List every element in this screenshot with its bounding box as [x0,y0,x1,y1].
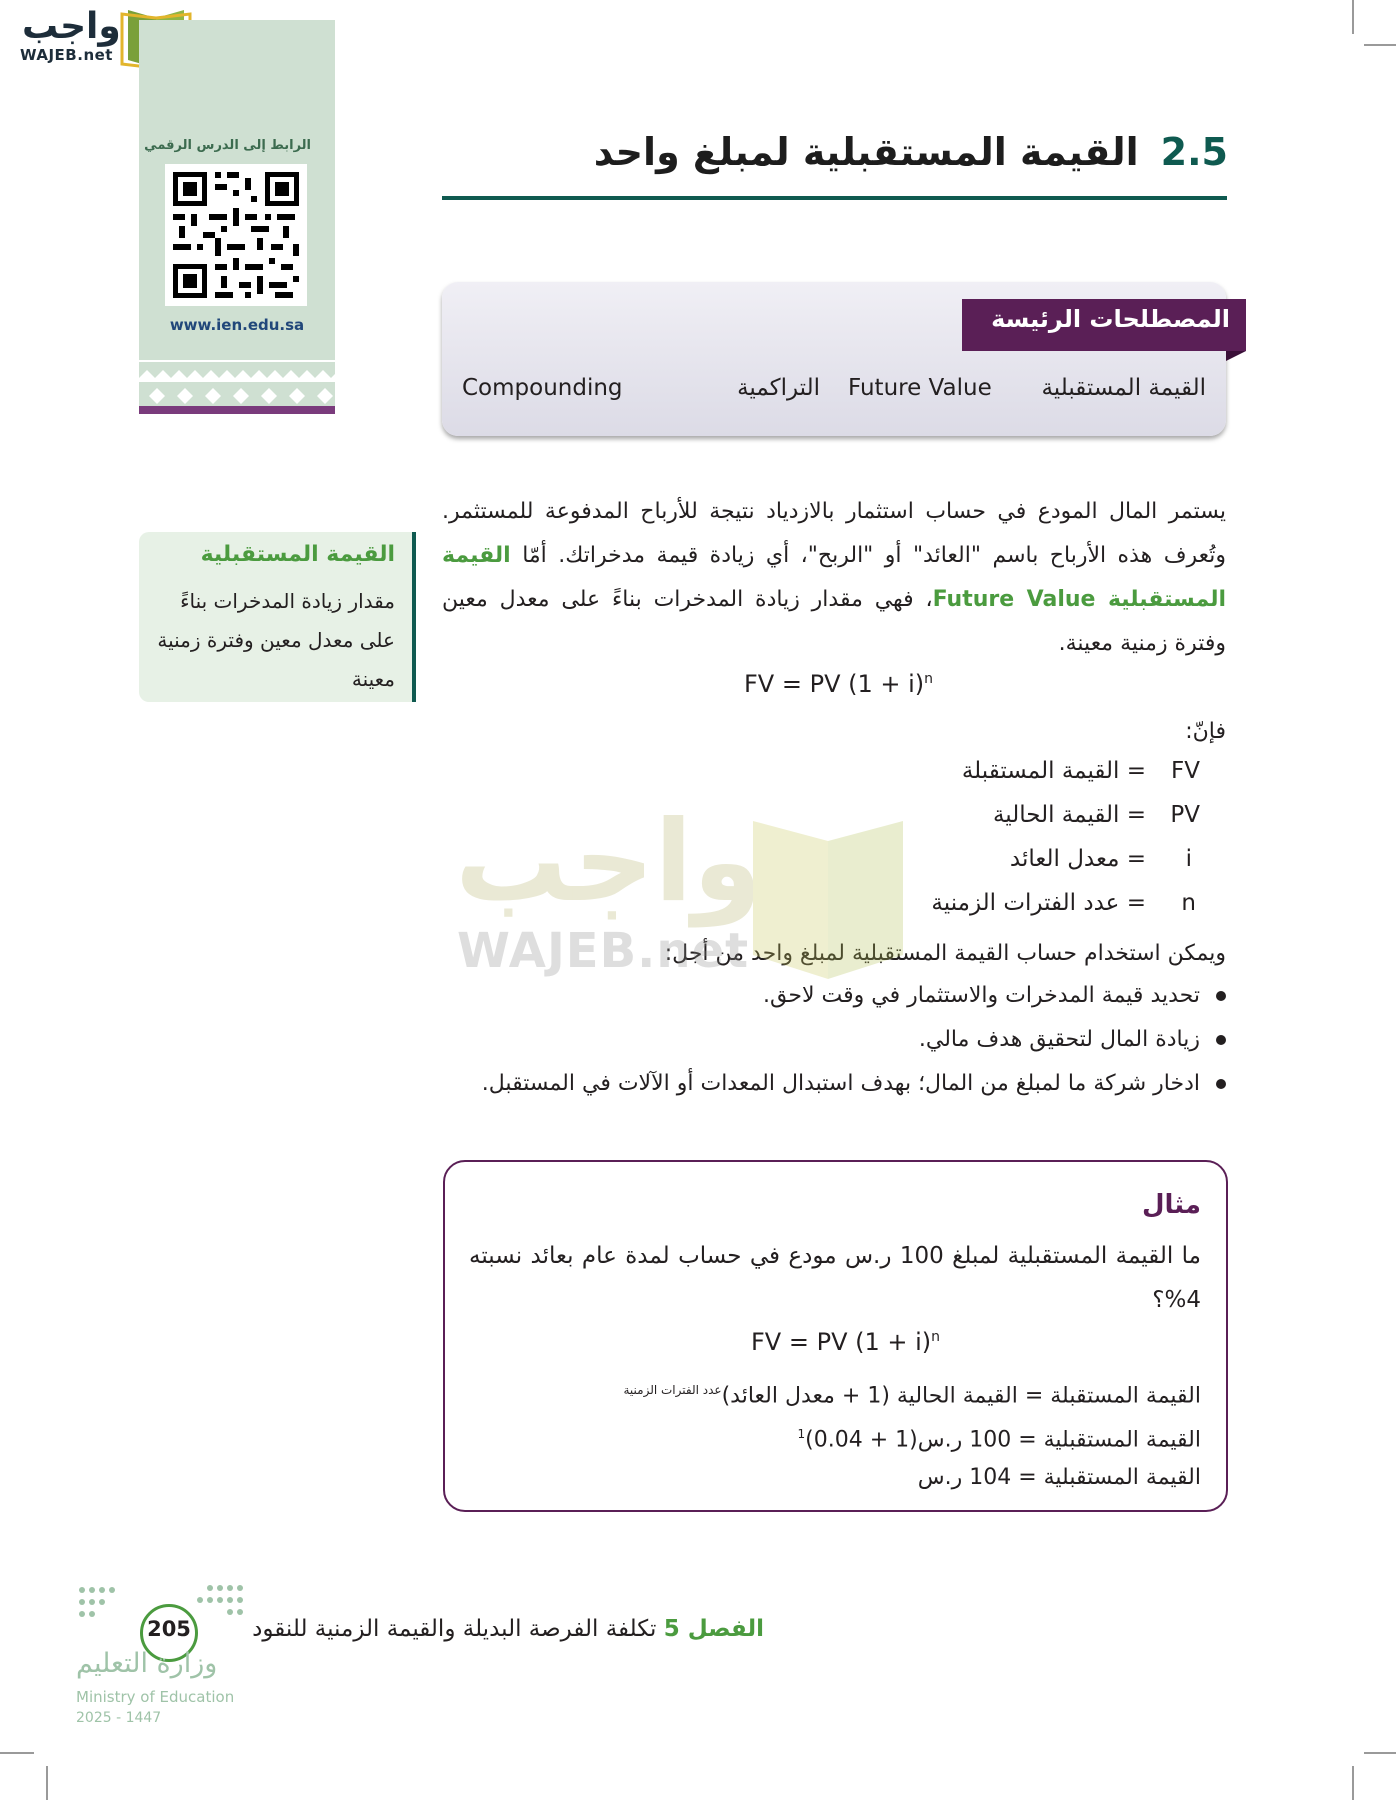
variable-definition: = القيمة الحالية [992,802,1146,828]
variable-definition: = معدل العائد [1009,846,1146,872]
step-exponent: عدد الفترات الزمنية [623,1383,722,1397]
variable-row [780,888,1200,928]
crop-mark [1352,1766,1354,1800]
key-terms-heading: المصطلحات الرئيسة [991,305,1230,333]
lesson-number: 2.5 [1160,130,1228,174]
uses-intro: ويمكن استخدام حساب القيمة المستقبلية لمبلغ واحد من أجل: [664,941,1226,966]
fv-formula [744,670,933,698]
example-step [469,1414,1201,1460]
variable-row [780,756,1200,796]
digital-lesson-panel [139,20,335,414]
intro-paragraph [442,490,1226,666]
variable-symbol: FV [1171,758,1200,784]
variable-definition: = عدد الفترات الزمنية [931,890,1146,916]
crop-mark [0,1752,34,1754]
example-question: ما القيمة المستقبلية لمبلغ 100 ر.س مودع في حساب لمدة عام بعائد نسبته 4%؟ [469,1243,1201,1313]
decorative-pattern [139,350,335,414]
list-item [442,1062,1226,1106]
step-text: القيمة المستقبلية = 100 ر.س(1 + 0.04) [805,1427,1201,1453]
key-term-en: Compounding [462,375,623,401]
qr-caption: الرابط إلى الدرس الرقمي [144,138,311,153]
variable-symbol: i [1185,846,1192,872]
chapter-title: تكلفة الفرصة البديلة والقيمة الزمنية للنقود [252,1616,657,1642]
variable-row [780,844,1200,884]
key-terms-tab-fold [1226,351,1246,361]
formula-text: FV = PV (1 + i) [744,670,925,698]
list-item-text: ادخار شركة ما لمبلغ من المال؛ بهدف استبدال المعدات أو الآلات في المستقبل. [481,1071,1200,1096]
definition-text: مقدار زيادة المدخرات بناءً على معدل معين وفترة زمنية معينة [157,589,395,691]
formula-exponent: n [924,671,934,687]
variable-symbol: n [1181,890,1196,916]
chapter-footer [240,1616,764,1642]
example-step [469,1370,1201,1416]
crop-mark [1364,44,1396,46]
bullet-icon [1216,991,1226,1001]
paragraph-text: يستمر المال المودع في حساب استثمار بالازدياد نتيجة للأرباح المدفوعة للمستثمر. وتُعرف هذه الأرباح باسم "العائد" أو "الربح"، أي زيادة قيمة مدخراتك. أمّا [442,499,1226,568]
formula-exponent: n [931,1329,941,1345]
paragraph-text: ، فهي مقدار زيادة المدخرات بناءً على معدل معين وفترة زمنية معينة. [442,587,1226,656]
margin-definition-box [139,532,416,702]
list-item [442,974,1226,1018]
example-step: القيمة المستقبلية = 104 ر.س [917,1465,1201,1490]
ministry-name-arabic: وزارة التعليم [76,1648,218,1679]
logo-arabic: واجب [22,6,121,47]
chapter-label: الفصل 5 [663,1616,764,1642]
list-item-text: تحديد قيمة المدخرات والاستثمار في وقت لاحق. [763,983,1200,1008]
logo-latin: WAJEB.net [20,46,113,64]
crop-mark [1364,1752,1396,1754]
example-box [443,1160,1228,1512]
key-term-ar: القيمة المستقبلية [1041,375,1206,401]
variable-definition: = القيمة المستقبلة [961,758,1146,784]
watermark-latin: WAJEB.net [457,923,750,979]
step-exponent: 1 [797,1427,806,1441]
bullet-icon [1216,1079,1226,1089]
page-number: 205 [147,1617,191,1641]
variable-symbol: PV [1170,802,1200,828]
list-item [442,1018,1226,1062]
highlighted-term: القيمة المستقبلية Future Value [442,543,1226,612]
lesson-url[interactable]: www.ien.edu.sa [169,316,305,334]
example-formula [751,1328,940,1356]
lesson-title [440,130,1228,174]
list-item-text: زيادة المال لتحقيق هدف مالي. [918,1027,1200,1052]
variable-row [780,800,1200,840]
watermark-arabic: واجب [455,797,763,927]
definition-term: القيمة المستقبلية [200,542,395,567]
crop-mark [46,1766,48,1800]
lesson-title-text: القيمة المستقبلية لمبلغ واحد [593,130,1139,174]
formula-text: FV = PV (1 + i) [751,1328,932,1356]
crop-mark [1352,0,1354,34]
key-term-en: Future Value [848,375,992,401]
example-title: مثال [1141,1190,1201,1220]
ministry-name-english: Ministry of Education [76,1688,235,1706]
bullet-icon [1216,1035,1226,1045]
academic-year: 2025 - 1447 [76,1710,162,1726]
key-term-ar: التراكمية [737,375,820,401]
step-text: القيمة المستقبلة = القيمة الحالية (1 + معدل العائد) [721,1383,1201,1409]
qr-code[interactable] [165,164,307,306]
title-underline [442,196,1227,200]
qr-code-icon [165,164,307,306]
where-label: فإنّ: [1185,719,1226,744]
